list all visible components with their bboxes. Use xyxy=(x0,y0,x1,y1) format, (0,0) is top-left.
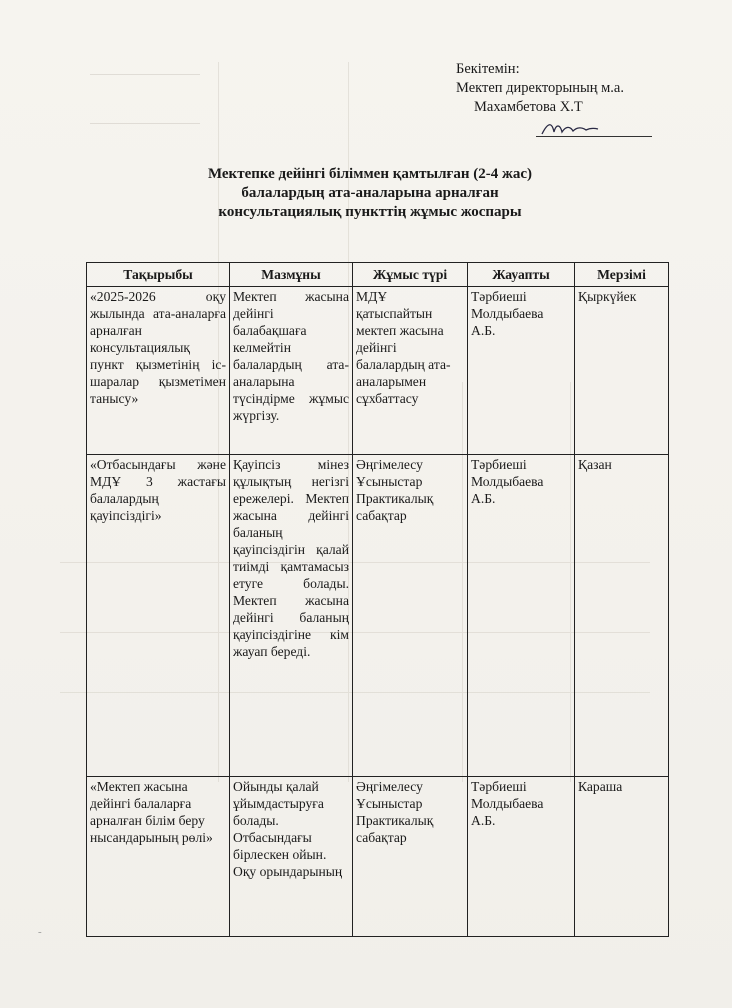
cell-deadline: Караша xyxy=(575,777,669,937)
approval-label: Бекітемін: xyxy=(456,61,520,77)
header-responsible: Жауапты xyxy=(468,263,575,287)
cell-topic: «Мектеп жасына дейінгі балаларға арналған білім беру нысандарының рөлі» xyxy=(87,777,230,937)
title-line-2: балалардың ата-аналарына арналған xyxy=(241,185,499,201)
table-row xyxy=(87,287,669,455)
title-line-1: Мектепке дейінгі біліммен қамтылған (2-4 жас) xyxy=(207,166,533,182)
cell-topic: «2025-2026 оқу жылында ата-аналарға арналған консультациялық пункт қызметінің іс-шаралар қызметімен танысу» xyxy=(87,287,230,455)
margin-mark: - xyxy=(38,926,42,938)
cell-form: МДҰ қатыспайтын мектеп жасына дейінгі балалардың ата-аналарымен сұхбаттасу xyxy=(353,287,468,455)
table-header-row xyxy=(87,263,669,287)
approval-name: Махамбетова Х.Т xyxy=(474,99,583,115)
approval-position: Мектеп директорының м.а. xyxy=(456,80,624,96)
work-plan-table xyxy=(86,262,669,937)
cell-form: Әңгімелесу Ұсыныстар Практикалық сабақтар xyxy=(353,455,468,777)
document-title xyxy=(100,165,640,222)
table-row xyxy=(87,455,669,777)
cell-deadline: Қазан xyxy=(575,455,669,777)
cell-content: Мектеп жасына дейінгі балабақшаға келмейтін балалардың ата-аналарына түсіндірме жұмыс жүргізу. xyxy=(230,287,353,455)
cell-responsible: Тәрбиеші Молдыбаева А.Б. xyxy=(468,455,575,777)
cell-topic: «Отбасындағы және МДҰ 3 жастағы балалардың қауіпсіздігі» xyxy=(87,455,230,777)
cell-responsible: Тәрбиеші Молдыбаева А.Б. xyxy=(468,287,575,455)
cell-content: Қауіпсіз мінез құлықтың негізгі ережелері. Мектеп жасына дейінгі баланың қауіпсіздігін қалай тиімді қамтамасыз етуге болады. Мектеп жасына дейінгі баланың қауіпсіздігіне кім жауап береді. xyxy=(230,455,353,777)
approval-block xyxy=(456,60,696,117)
header-topic: Тақырыбы xyxy=(87,263,230,287)
cell-form: Әңгімелесу Ұсыныстар Практикалық сабақтар xyxy=(353,777,468,937)
table-row xyxy=(87,777,669,937)
signature-line xyxy=(536,136,652,137)
header-form: Жұмыс түрі xyxy=(353,263,468,287)
cell-responsible: Тәрбиеші Молдыбаева А.Б. xyxy=(468,777,575,937)
header-content: Мазмұны xyxy=(230,263,353,287)
cell-deadline: Қыркүйек xyxy=(575,287,669,455)
header-deadline: Мерзімі xyxy=(575,263,669,287)
cell-content: Ойынды қалай ұйымдастыруға болады. Отбасындағы бірлескен ойын. Оқу орындарының xyxy=(230,777,353,937)
title-line-3: консультациялық пункттің жұмыс жоспары xyxy=(218,204,522,220)
